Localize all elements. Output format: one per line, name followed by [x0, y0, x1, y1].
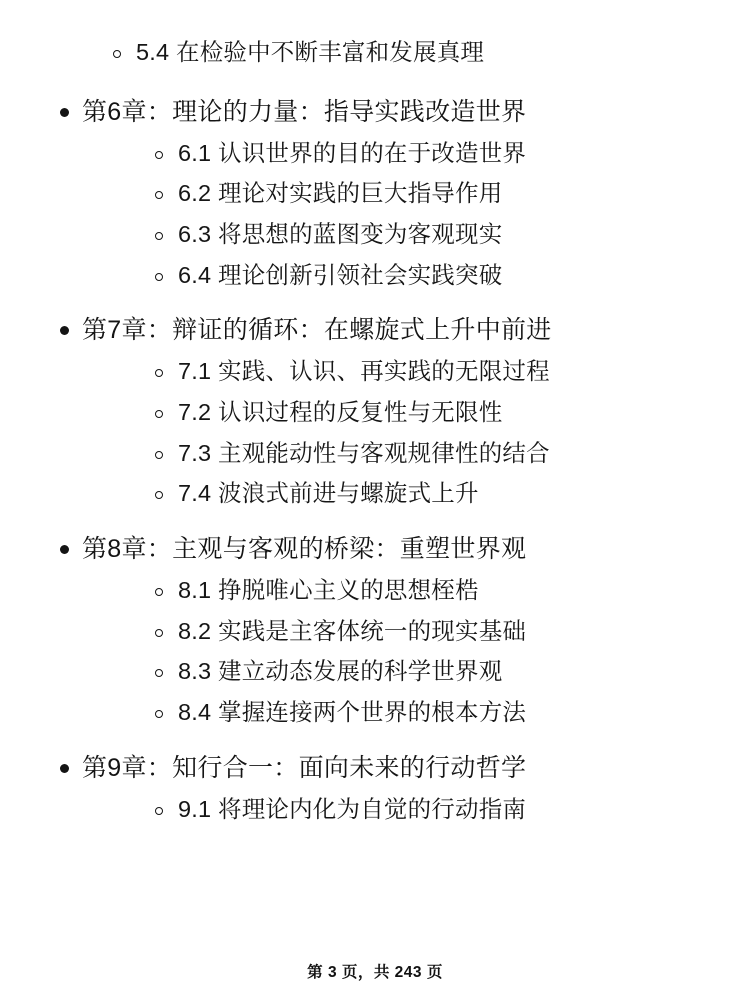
toc-section-list	[82, 791, 710, 828]
toc-section-item[interactable]	[82, 653, 710, 690]
hollow-bullet-icon	[155, 232, 163, 240]
toc-section-label: 7.4 波浪式前进与螺旋式上升	[178, 480, 479, 507]
hollow-bullet-icon	[155, 191, 163, 199]
hollow-bullet-icon	[155, 629, 163, 637]
toc-chapter-label: 第7章：辩证的循环：在螺旋式上升中前进	[82, 316, 552, 345]
toc-section-label: 8.2 实践是主客体统一的现实基础	[178, 617, 527, 644]
filled-bullet-icon	[60, 108, 69, 117]
hollow-bullet-icon	[155, 451, 163, 459]
hollow-bullet-icon	[113, 50, 121, 58]
toc-section-label: 6.4 理论创新引领社会实践突破	[178, 261, 503, 288]
toc-chapter-item[interactable]	[40, 93, 710, 294]
toc-section-label: 7.3 主观能动性与客观规律性的结合	[178, 439, 550, 466]
toc-chapter-label: 第9章：知行合一：面向未来的行动哲学	[82, 753, 527, 782]
hollow-bullet-icon	[155, 491, 163, 499]
hollow-bullet-icon	[155, 151, 163, 159]
page-footer: 第 3 页，共 243 页	[307, 964, 443, 981]
toc-section-item[interactable]	[82, 175, 710, 212]
toc-section-list	[82, 135, 710, 294]
filled-bullet-icon	[60, 545, 69, 554]
toc-chapter-label: 第8章：主观与客观的桥梁：重塑世界观	[82, 534, 527, 563]
toc-section-label: 7.1 实践、认识、再实践的无限过程	[178, 358, 550, 385]
toc-section-item[interactable]	[82, 216, 710, 253]
table-of-contents	[40, 34, 710, 827]
toc-section-list	[82, 572, 710, 731]
toc-section-label: 6.1 认识世界的目的在于改造世界	[178, 139, 527, 166]
toc-section-label: 8.1 挣脱唯心主义的思想桎梏	[178, 576, 479, 603]
toc-section-item[interactable]	[82, 694, 710, 731]
toc-chapter-item[interactable]	[40, 311, 710, 512]
toc-section-item[interactable]	[82, 613, 710, 650]
toc-chapter-item[interactable]	[40, 530, 710, 731]
toc-section-label: 6.3 将思想的蓝图变为客观现实	[178, 220, 503, 247]
toc-section-item[interactable]	[82, 475, 710, 512]
toc-section-item[interactable]	[82, 135, 710, 172]
hollow-bullet-icon	[155, 588, 163, 596]
hollow-bullet-icon	[155, 669, 163, 677]
hollow-bullet-icon	[155, 273, 163, 281]
toc-section-item[interactable]	[82, 572, 710, 609]
filled-bullet-icon	[60, 326, 69, 335]
hollow-bullet-icon	[155, 710, 163, 718]
toc-section-item[interactable]	[82, 791, 710, 828]
hollow-bullet-icon	[155, 410, 163, 418]
toc-section-list	[82, 353, 710, 512]
toc-section-label: 8.4 掌握连接两个世界的根本方法	[178, 698, 527, 725]
toc-section-label: 7.2 认识过程的反复性与无限性	[178, 398, 503, 425]
toc-section-item[interactable]	[82, 394, 710, 431]
filled-bullet-icon	[60, 764, 69, 773]
toc-section-item[interactable]	[82, 353, 710, 390]
toc-section-label: 5.4 在检验中不断丰富和发展真理	[136, 39, 485, 65]
toc-section-label: 8.3 建立动态发展的科学世界观	[178, 658, 503, 685]
hollow-bullet-icon	[155, 369, 163, 377]
hollow-bullet-icon	[155, 807, 163, 815]
toc-section-item[interactable]	[82, 435, 710, 472]
toc-section-item[interactable]	[82, 257, 710, 294]
toc-chapter-label: 第6章：理论的力量：指导实践改造世界	[82, 97, 527, 126]
toc-section-label: 6.2 理论对实践的巨大指导作用	[178, 180, 503, 207]
toc-section-label: 9.1 将理论内化为自觉的行动指南	[178, 795, 527, 822]
toc-section-item[interactable]	[40, 34, 710, 71]
toc-chapter-item[interactable]	[40, 749, 710, 828]
